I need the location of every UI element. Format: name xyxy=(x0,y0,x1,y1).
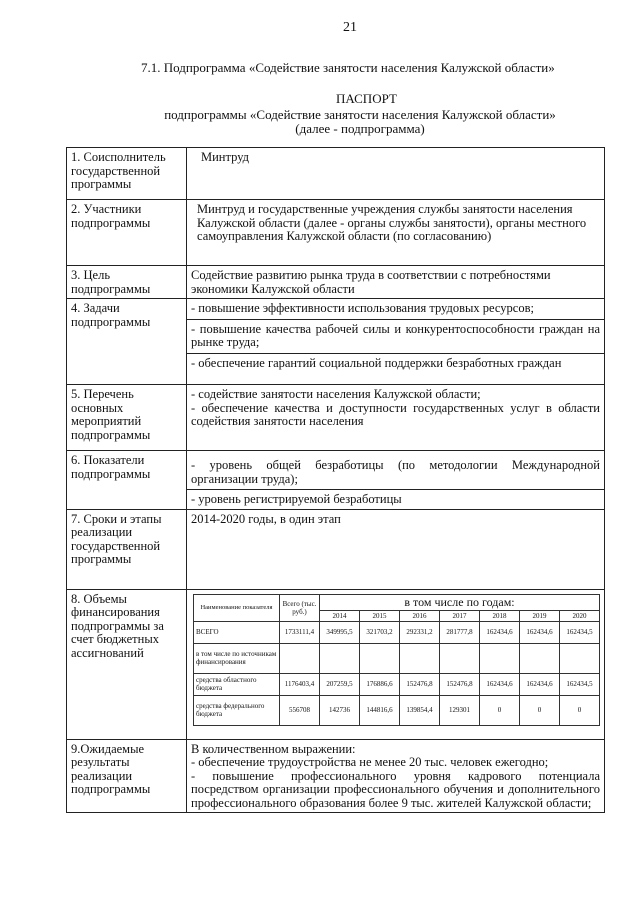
table-row xyxy=(67,200,605,266)
table-row xyxy=(194,621,600,643)
finance-cell: 349995,5 xyxy=(320,621,360,643)
finance-cell: 142736 xyxy=(320,695,360,725)
finance-cell: 162434,6 xyxy=(480,673,520,695)
finance-cell: 207259,5 xyxy=(320,673,360,695)
row-value: Минтруд xyxy=(187,148,605,200)
finance-row-name: ВСЕГО xyxy=(194,621,280,643)
table-row xyxy=(67,148,605,200)
table-row xyxy=(67,589,605,739)
passport-title: ПАСПОРТ xyxy=(336,91,397,106)
year-header: 2019 xyxy=(520,610,560,621)
finance-cell xyxy=(480,643,520,673)
table-row xyxy=(67,509,605,589)
finance-cell: 281777,8 xyxy=(440,621,480,643)
finance-row-name: средства федерального бюджета xyxy=(194,695,280,725)
table-row xyxy=(194,673,600,695)
finance-cell: 321703,2 xyxy=(360,621,400,643)
finance-cell: 129301 xyxy=(440,695,480,725)
row-label: 5. Перечень основных мероприятий подпрограммы xyxy=(67,385,187,451)
row-value xyxy=(187,589,605,739)
finance-cell: 162434,6 xyxy=(520,673,560,695)
table-row xyxy=(67,451,605,510)
passport-subtitle-line2: (далее - подпрограмма) xyxy=(295,121,425,136)
section-title: 7.1. Подпрограмма «Содействие занятости населения Калужской области» xyxy=(141,60,555,75)
row-label: 6. Показатели подпрограммы xyxy=(67,451,187,510)
page-number: 21 xyxy=(343,20,357,35)
row-value: 2014-2020 годы, в один этап xyxy=(187,509,605,589)
finance-cell: 144816,6 xyxy=(360,695,400,725)
row-label: 2. Участники подпрограммы xyxy=(67,200,187,266)
table-row xyxy=(194,695,600,725)
row-value xyxy=(187,451,605,510)
table-row xyxy=(194,643,600,673)
finance-row-name: в том числе по источникам финансирования xyxy=(194,643,280,673)
finance-cell xyxy=(440,643,480,673)
row-value xyxy=(187,299,605,385)
row-label: 3. Цель подпрограммы xyxy=(67,266,187,299)
finance-cell: 152476,8 xyxy=(440,673,480,695)
finance-cell xyxy=(320,643,360,673)
passport-subtitle xyxy=(150,108,570,136)
year-header: 2017 xyxy=(440,610,480,621)
list-item: - повышение эффективности использования трудовых ресурсов; xyxy=(191,301,534,315)
list-item: В количественном выражении: xyxy=(191,741,356,756)
finance-cell xyxy=(360,643,400,673)
finance-cell xyxy=(520,643,560,673)
row-value: Минтруд и государственные учреждения службы занятости населения Калужской области (далее - органы службы занятости), органы местного самоуправления Калужской области (по согласованию) xyxy=(187,200,605,266)
finance-cell: 162434,6 xyxy=(480,621,520,643)
row-label: 8. Объемы финансирования подпрограммы за счет бюджетных ассигнований xyxy=(67,589,187,739)
finance-row-name: средства областного бюджета xyxy=(194,673,280,695)
column-header: Наименование показателя xyxy=(194,594,280,621)
year-header: 2018 xyxy=(480,610,520,621)
list-item: - обеспечение трудоустройства не менее 20 тыс. человек ежегодно; xyxy=(191,755,549,769)
row-label: 4. Задачи подпрограммы xyxy=(67,299,187,385)
year-header: 2014 xyxy=(320,610,360,621)
finance-cell: 556708 xyxy=(280,695,320,725)
list-item: - обеспечение гарантий социальной поддержки безработных граждан xyxy=(187,353,604,371)
passport-table xyxy=(66,147,605,813)
finance-cell: 152476,8 xyxy=(400,673,440,695)
list-item: - повышение профессионального уровня кадрового потенциала посредством организации профессионального обучения и дополнительного профессионального образования более 9 тыс. жителей Калужской области; xyxy=(191,768,600,810)
finance-cell: 1176403,4 xyxy=(280,673,320,695)
table-row xyxy=(67,299,605,385)
row-value xyxy=(187,385,605,451)
column-header: в том числе по годам: xyxy=(320,594,600,610)
table-row xyxy=(67,266,605,299)
passport-subtitle-line1: подпрограммы «Содействие занятости населения Калужской области» xyxy=(164,107,556,122)
row-value: Содействие развитию рынка труда в соответствии с потребностями экономики Калужской области xyxy=(187,266,605,299)
finance-cell xyxy=(280,643,320,673)
financing-table xyxy=(193,594,600,726)
table-row xyxy=(67,385,605,451)
table-row xyxy=(194,594,600,610)
finance-cell: 162434,6 xyxy=(520,621,560,643)
column-header: Всего (тыс. руб.) xyxy=(280,594,320,621)
finance-cell: 176886,6 xyxy=(360,673,400,695)
row-label: 1. Соисполнитель государственной программы xyxy=(67,148,187,200)
finance-cell: 0 xyxy=(560,695,600,725)
list-item: - повышение качества рабочей силы и конкурентоспособности граждан на рынке труда; xyxy=(187,319,604,350)
row-label: 9.Ожидаемые результаты реализации подпрограммы xyxy=(67,739,187,813)
finance-cell: 292331,2 xyxy=(400,621,440,643)
list-item: - уровень регистрируемой безработицы xyxy=(187,489,604,507)
year-header: 2016 xyxy=(400,610,440,621)
list-item: - содействие занятости населения Калужской области; xyxy=(191,387,481,401)
finance-cell: 162434,5 xyxy=(560,621,600,643)
finance-cell xyxy=(560,643,600,673)
row-value xyxy=(187,739,605,813)
finance-cell: 0 xyxy=(520,695,560,725)
finance-cell: 0 xyxy=(480,695,520,725)
year-header: 2020 xyxy=(560,610,600,621)
finance-cell: 1733111,4 xyxy=(280,621,320,643)
list-item: - обеспечение качества и доступности государственных услуг в области содействия занятости населения xyxy=(191,400,600,428)
finance-cell xyxy=(400,643,440,673)
finance-cell: 162434,5 xyxy=(560,673,600,695)
row-label: 7. Сроки и этапы реализации государственной программы xyxy=(67,509,187,589)
table-row xyxy=(67,739,605,813)
finance-cell: 139854,4 xyxy=(400,695,440,725)
year-header: 2015 xyxy=(360,610,400,621)
list-item: - уровень общей безработицы (по методологии Международной организации труда); xyxy=(191,458,600,486)
